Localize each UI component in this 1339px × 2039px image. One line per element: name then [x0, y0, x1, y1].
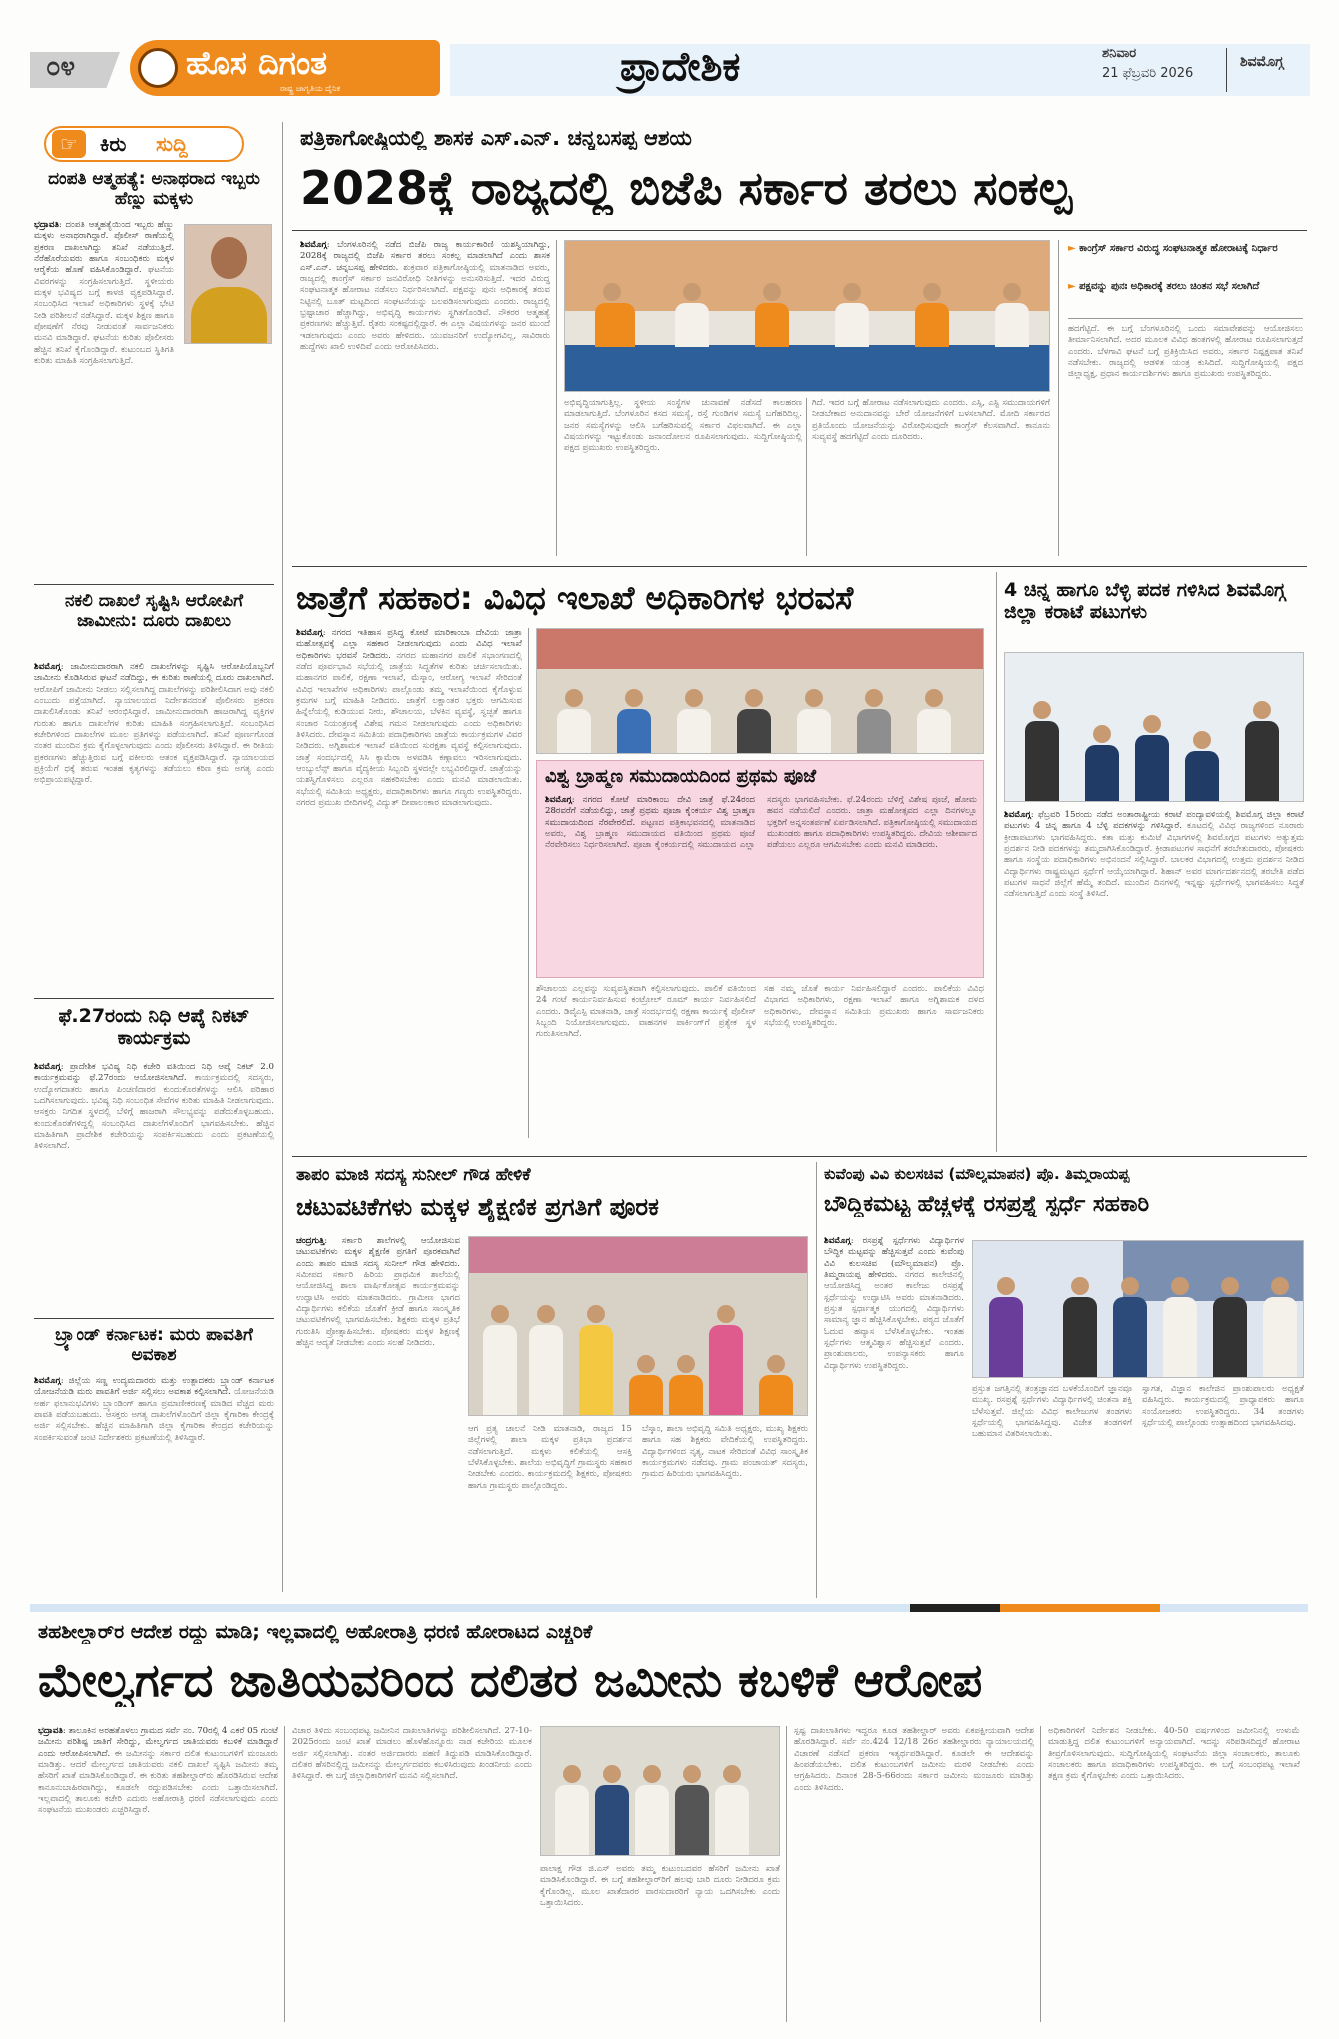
bottom-col-rule-2 [786, 1726, 787, 2022]
jatre-body: ನಗರದ ಇತಿಹಾಸ ಪ್ರಸಿದ್ಧ ಕೋಟೆ ಮಾರಿಕಾಂಬಾ ದೇವಿಯ ಜಾತ್ರಾ ಮಹೋತ್ಸವಕ್ಕೆ ಎಲ್ಲಾ ಸಹಕಾರ ನೀಡಲಾಗುವುದು ಎಂದು ವಿವಿಧ ಇಲಾಖೆ ಅಧಿಕಾರಿಗಳು ಭರವಸೆ ನೀಡಿದರು. [296, 628, 522, 661]
lead-kicker: ಪತ್ರಿಕಾಗೋಷ್ಠಿಯಲ್ಲಿ ಶಾಸಕ ಎಸ್.ಎನ್. ಚನ್ನಬಸಪ್ಪ ಆಶಯ [300, 126, 692, 150]
photo-person [759, 1355, 793, 1415]
brahmana-title: ವಿಶ್ವ ಬ್ರಾಹ್ಮಣ ಸಮುದಾಯದಿಂದ ಪ್ರಥಮ ಪೂಜೆ [545, 767, 817, 787]
lead-bullet-1-text: ಕಾಂಗ್ರೆಸ್ ಸರ್ಕಾರ ವಿರುದ್ಧ ಸಂಘಟನಾತ್ಮಕ ಹೋರಾಟಕ್ಕೆ ನಿರ್ಧಾರ [1079, 243, 1278, 254]
masthead [30, 30, 1310, 112]
band-dark [910, 1604, 1000, 1612]
karate-story [1000, 572, 1308, 1152]
band-orange [1000, 1604, 1160, 1612]
bottom-headline: ಮೇಲ್ವರ್ಗದ ಜಾತಿಯವರಿಂದ ದಲಿತರ ಜಮೀನು ಕಬಳಿಕೆ ಆರೋಪ [38, 1654, 983, 1707]
photo-person [675, 283, 709, 347]
bottom-col-rule-1 [284, 1726, 285, 2022]
photo-person [675, 1765, 709, 1855]
logo [130, 40, 440, 96]
lead-bullet-2-text: ಪಕ್ಷವನ್ನು ಪುನಃ ಅಧಿಕಾರಕ್ಕೆ ತರಲು ಚಿಂತನ ಸಭೆ ಸಲಾಗಿದೆ [1079, 281, 1260, 292]
kiru-suddi-badge [44, 126, 244, 162]
section-title: ಪ್ರಾದೇಶಿಕ [620, 44, 741, 90]
row-rule-2 [292, 1156, 1307, 1157]
bullet-icon: ► [1068, 243, 1080, 254]
brief-3-text: ಪ್ರಾದೇಶಿಕ ಭವಿಷ್ಯ ನಿಧಿ ಕಚೇರಿ ವತಿಯಿಂದ ನಿಧಿ ಆಪ್ಕೆ ನಿಕಟ್ 2.0 ಕಾರ್ಯಕ್ರಮವನ್ನು ಫೆ.27ರಂದು ಆಯೋಜಿಸಲಾಗಿದೆ. [34, 1062, 274, 1084]
brief-1-body: ಭದ್ರಾವತಿ: ದಂಪತಿ ಆತ್ಮಹತ್ಯೆಯಿಂದ ಇಬ್ಬರು ಹೆಣ್ಣು ಮಕ್ಕಳು ಅನಾಥರಾಗಿದ್ದಾರೆ. ಪೊಲೀಸ್ ಠಾಣೆಯಲ್ಲಿ ಪ್ರಕರಣ ದಾಖಲಾಗಿದ್ದು ತನಿಖೆ ನಡೆಯುತ್ತಿದೆ. ನೆರೆಹೊರೆಯವರು ಹಾಗೂ ಸಂಬಂಧಿಕರು ಮಕ್ಕಳ ಆರೈಕೆಯ ಹೊಣೆ ವಹಿಸಿಕೊಂಡಿದ್ದಾರೆ. ಘಟನೆಯ ವಿವರಗಳನ್ನು ಸಂಗ್ರಹಿಸಲಾಗುತ್ತಿದೆ. ಸ್ಥಳೀಯರು ಮಕ್ಕಳ ಭವಿಷ್ಯದ ಬಗ್ಗೆ ಕಾಳಜಿ ವ್ಯಕ್ತಪಡಿಸಿದ್ದಾರೆ. ಸಂಬಂಧಿಸಿದ ಇಲಾಖೆ ಅಧಿಕಾರಿಗಳು ಸ್ಥಳಕ್ಕೆ ಭೇಟಿ ನೀಡಿ ಪರಿಶೀಲನೆ ನಡೆಸಿದ್ದಾರೆ. ಮಕ್ಕಳ ಶಿಕ್ಷಣ ಹಾಗೂ ಪೋಷಣೆಗೆ ನೆರವು ನೀಡುವಂತೆ ಸಾರ್ವಜನಿಕರು ಮನವಿ ಮಾಡಿದ್ದಾರೆ. ಘಟನೆಯ ಕುರಿತು ಪೊಲೀಸರು ಹೆಚ್ಚಿನ ತನಿಖೆ ಕೈಗೊಂಡಿದ್ದಾರೆ. ಕುಟುಂಬದ ಸ್ಥಿತಿಗತಿ ಕುರಿತು ಮಾಹಿತಿ ಸಂಗ್ರಹಿಸಲಾಗುತ್ತಿದೆ. [34, 220, 174, 367]
section-divider-band [30, 1604, 1308, 1612]
brief-3-body: ಶಿವಮೊಗ್ಗ: ಪ್ರಾದೇಶಿಕ ಭವಿಷ್ಯ ನಿಧಿ ಕಚೇರಿ ವತಿಯಿಂದ ನಿಧಿ ಆಪ್ಕೆ ನಿಕಟ್ 2.0 ಕಾರ್ಯಕ್ರಮವನ್ನು ಫೆ.27ರಂದು ಆಯೋಜಿಸಲಾಗಿದೆ. ಕಾರ್ಯಕ್ರಮದಲ್ಲಿ ಸದಸ್ಯರು, ಉದ್ಯೋಗದಾತರು ಹಾಗೂ ಪಿಂಚಣಿದಾರರ ಕುಂದುಕೊರತೆಗಳನ್ನು ಆಲಿಸಿ ಪರಿಹಾರ ಒದಗಿಸಲಾಗುವುದು. ಭವಿಷ್ಯ ನಿಧಿ ಸಂಬಂಧಿತ ಸೇವೆಗಳ ಕುರಿತು ಮಾಹಿತಿ ನೀಡಲಾಗುವುದು. ಆಸಕ್ತರು ನಿಗದಿತ ಸ್ಥಳದಲ್ಲಿ ಬೆಳಿಗ್ಗೆ ಹಾಜರಾಗಿ ಸೌಲಭ್ಯವನ್ನು ಪಡೆದುಕೊಳ್ಳಬಹುದು. ಕುಂದುಕೊರತೆಗಳಿದ್ದಲ್ಲಿ ಸಂಬಂಧಿಸಿದ ದಾಖಲೆಗಳೊಂದಿಗೆ ಭಾಗವಹಿಸಬೇಕು. ಹೆಚ್ಚಿನ ಮಾಹಿತಿಗಾಗಿ ಪ್ರಾದೇಶಿಕ ಕಚೇರಿಯನ್ನು ಸಂಪರ್ಕಿಸಬಹುದು ಎಂದು ಪ್ರಕಟಣೆಯಲ್ಲಿ ತಿಳಿಸಲಾಗಿದೆ. [34, 1062, 274, 1152]
brief-divider-2 [34, 998, 274, 999]
kuvempu-body: ರಸಪ್ರಶ್ನೆ ಸ್ಪರ್ಧೆಗಳು ವಿದ್ಯಾರ್ಥಿಗಳ ಬೌದ್ಧಿಕ ಮಟ್ಟವನ್ನು ಹೆಚ್ಚಿಸುತ್ತವೆ ಎಂದು ಕುವೆಂಪು ವಿವಿ ಕುಲಸಚಿವ (ಮೌಲ್ಯಮಾಪನ) ಪ್ರೊ. ತಿಮ್ಮರಾಯಪ್ಪ ಹೇಳಿದರು. [824, 1236, 964, 1281]
jatre-photo [536, 628, 984, 754]
lead-col-3: ಗಿದೆ. ಇದರ ಬಗ್ಗೆ ಹೋರಾಟ ನಡೆಸಲಾಗುವುದು ಎಂದರು. ಎಸ್ಸಿ, ಎಸ್ಟಿ ಸಮುದಾಯಗಳಿಗೆ ನೀಡಬೇಕಾದ ಅನುದಾನವನ್ನು ಬೇರೆ ಯೋಜನೆಗಳಿಗೆ ಬಳಸಲಾಗಿದೆ. ಮೋದಿ ಸರ್ಕಾರದ ಪ್ರತಿಯೊಂದು ಯೋಜನೆಯನ್ನು ವಿರೋಧಿಸುವುದೇ ಕಾಂಗ್ರೆಸ್ ಕೆಲಸವಾಗಿದೆ. ಕಾನೂನು ಸುವ್ಯವಸ್ಥೆ ಹದಗೆಟ್ಟಿದೆ ಎಂದು ದೂರಿದರು. [812, 398, 1050, 443]
bottom-body: ತಾಲೂಕಿನ ಅರಹತೊಳಲು ಗ್ರಾಮದ ಸರ್ವೆ ನಂ. 70ರಲ್ಲಿ 4 ಎಕರೆ 05 ಗುಂಟೆ ಜಮೀನು ಪರಿಶಿಷ್ಟ ಜಾತಿಗೆ ಸೇರಿದ್ದು, ಮೇಲ್ವರ್ಗದ ಜಾತಿಯವರು ಕಬಳಿಕೆ ಮಾಡಿದ್ದಾರೆ ಎಂದು ಆರೋಪಿಸಲಾಗಿದೆ. [38, 1726, 278, 1759]
brief-2-title: ನಕಲಿ ದಾಖಲೆ ಸೃಷ್ಟಿಸಿ ಆರೋಪಿಗೆ ಜಾಮೀನು: ದೂರು ದಾಖಲು [64, 592, 244, 631]
brahmana-text: ನಗರದ ಕೋಟೆ ಮಾರಿಕಾಂಬ ದೇವಿ ಜಾತ್ರೆ ಫೆ.24ರಂದ 28ರವರೆಗೆ ನಡೆಯಲಿದ್ದು, ಜಾತ್ರೆ ಪ್ರಥಮ ಪೂಜಾ ಕೈಂಕರ್ಯ ವಿಶ್ವ ಬ್ರಾಹ್ಮಣ ಸಮುದಾಯದಿಂದ ನೆರವೇರಲಿದೆ. [545, 795, 755, 828]
brahmana-dateline: ಶಿವಮೊಗ್ಗ [545, 795, 572, 805]
tapam-dateline: ಚಂದ್ರಗುತ್ತಿ [296, 1236, 325, 1246]
photo-person [529, 1305, 563, 1415]
portrait-shoulders [191, 287, 267, 344]
photo-person [755, 283, 789, 347]
photo-banner [537, 629, 984, 669]
brief-2-text: ಜಾಮೀನುದಾರರಾಗಿ ನಕಲಿ ದಾಖಲೆಗಳನ್ನು ಸೃಷ್ಟಿಸಿ ಆರೋಪಿಯೊಬ್ಬನಿಗೆ ಜಾಮೀನು ಕೊಡಿಸಿರುವ ಘಟನೆ ನಡೆದಿದ್ದು, ಈ ಕುರಿತು ಠಾಣೆಯಲ್ಲಿ ದೂರು ದಾಖಲಾಗಿದೆ. [34, 662, 274, 684]
page-number: ೦೪ [46, 52, 76, 82]
jatre-headline: ಜಾತ್ರೆಗೆ ಸಹಕಾರ: ವಿವಿಧ ಇಲಾಖೆ ಅಧಿಕಾರಿಗಳ ಭರವಸೆ [296, 580, 854, 617]
tapam-col-3: ಬೆಸ್ಕಾಂ, ಶಾಲಾ ಅಭಿವೃದ್ಧಿ ಸಮಿತಿ ಅಧ್ಯಕ್ಷರು, ಮುಖ್ಯ ಶಿಕ್ಷಕರು ಹಾಗೂ ಸಹ ಶಿಕ್ಷಕರು ವೇದಿಕೆಯಲ್ಲಿ ಉಪಸ್ಥಿತರಿದ್ದರು. ವಿದ್ಯಾರ್ಥಿಗಳಿಂದ ನೃತ್ಯ, ನಾಟಕ ಸೇರಿದಂತೆ ವಿವಿಧ ಸಾಂಸ್ಕೃತಿಕ ಕಾರ್ಯಕ್ರಮಗಳು ನಡೆದವು. ಗ್ರಾಮ ಪಂಚಾಯತ್ ಸದಸ್ಯರು, ಗ್ರಾಮದ ಹಿರಿಯರು ಭಾಗವಹಿಸಿದ್ದರು. [642, 1424, 808, 1480]
brahmana-box [536, 760, 984, 978]
brief-divider-3 [34, 1318, 274, 1319]
band-blue-left [30, 1604, 910, 1612]
karate-text: ಫೆಬ್ರವರಿ 15ರಂದು ನಡೆದ ಅಂತಾರಾಷ್ಟ್ರೀಯ ಕರಾಟೆ ಪಂದ್ಯಾವಳಿಯಲ್ಲಿ ಶಿವಮೊಗ್ಗ ಜಿಲ್ಲಾ ಕರಾಟೆ ಪಟುಗಳು 4 ಚಿನ್ನ ಹಾಗೂ 4 ಬೆಳ್ಳಿ ಪದಕಗಳನ್ನು ಗಳಿಸಿದ್ದಾರೆ. [1004, 810, 1304, 832]
tapam-kuvempu-rule [816, 1162, 817, 1598]
kuvempu-kicker: ಕುವೆಂಪು ವಿವಿ ಕುಲಸಚಿವ (ಮೌಲ್ಯಮಾಪನ) ಪ್ರೊ. ತಿಮ್ಮರಾಯಪ್ಪ [824, 1166, 1130, 1183]
photo-person [857, 689, 891, 753]
photo-person [1085, 725, 1119, 801]
photo-person [1263, 1277, 1297, 1377]
photo-person [709, 1305, 743, 1415]
photo-person [557, 689, 591, 753]
tapam-kicker: ತಾಪಂ ಮಾಜಿ ಸದಸ್ಯ ಸುನೀಲ್ ಗೌಡ ಹೇಳಿಕೆ [296, 1166, 531, 1185]
brief-3-title: ಫೆ.27ರಂದು ನಿಧಿ ಆಪ್ಕೆ ನಿಕಟ್ ಕಾರ್ಯಕ್ರಮ [58, 1006, 250, 1049]
logo-tagline: ರಾಷ್ಟ್ರ ಜಾಗೃತಿಯ ದೈನಿಕ [280, 84, 341, 93]
bottom-col-5: ಅಧಿಕಾರಿಗಳಿಗೆ ನಿರ್ದೇಶನ ನೀಡಬೇಕು. 40-50 ವರ್ಷಗಳಿಂದ ಜಮೀನಿನಲ್ಲಿ ಉಳುಮೆ ಮಾಡುತ್ತಿದ್ದ ದಲಿತ ಕುಟುಂಬಗಳಿಗೆ ಅನ್ಯಾಯವಾಗಿದೆ. ಇದನ್ನು ಸರಿಪಡಿಸದಿದ್ದರೆ ಹೋರಾಟ ತೀವ್ರಗೊಳಿಸಲಾಗುವುದು. ಸುದ್ದಿಗೋಷ್ಠಿಯಲ್ಲಿ ಸಂಘಟನೆಯ ಜಿಲ್ಲಾ ಸಂಚಾಲಕರು, ತಾಲೂಕು ಸಂಚಾಲಕರು ಹಾಗೂ ಪದಾಧಿಕಾರಿಗಳು ಉಪಸ್ಥಿತರಿದ್ದರು. ಈ ಬಗ್ಗೆ ಸಂಬಂಧಪಟ್ಟ ಇಲಾಖೆ ತಕ್ಷಣ ಕ್ರಮ ಕೈಗೊಳ್ಳಬೇಕು ಎಂದು ಒತ್ತಾಯಿಸಿದರು. [1048, 1726, 1300, 1782]
brief-1-dateline: ಭದ್ರಾವತಿ [34, 220, 59, 230]
photo-person [555, 1765, 589, 1855]
logo-text: ಹೊಸ ದಿಗಂತ [186, 44, 328, 82]
tapam-col-2: ಆಗ ಪ್ರತ್ಯ ಚಾಲನೆ ನೀಡಿ ಮಾತನಾಡಿ, ರಾಜ್ಯದ 15 ಜಿಲ್ಲೆಗಳಲ್ಲಿ ಶಾಲಾ ಮಕ್ಕಳ ಪ್ರತಿಭಾ ಪ್ರದರ್ಶನ ನಡೆಸಲಾಗುತ್ತಿದೆ. ಮಕ್ಕಳು ಕಲಿಕೆಯಲ್ಲಿ ಆಸಕ್ತಿ ಬೆಳೆಸಿಕೊಳ್ಳಬೇಕು. ಶಾಲೆಯ ಅಭಿವೃದ್ಧಿಗೆ ಗ್ರಾಮಸ್ಥರು ಸಹಕಾರ ನೀಡಬೇಕು ಎಂದರು. ಕಾರ್ಯಕ್ರಮದಲ್ಲಿ ಶಿಕ್ಷಕರು, ಪೋಷಕರು ಹಾಗೂ ಗ್ರಾಮಸ್ಥರು ಪಾಲ್ಗೊಂಡಿದ್ದರು. [468, 1424, 632, 1491]
karate-body: ಶಿವಮೊಗ್ಗ: ಫೆಬ್ರವರಿ 15ರಂದು ನಡೆದ ಅಂತಾರಾಷ್ಟ್ರೀಯ ಕರಾಟೆ ಪಂದ್ಯಾವಳಿಯಲ್ಲಿ ಶಿವಮೊಗ್ಗ ಜಿಲ್ಲಾ ಕರಾಟೆ ಪಟುಗಳು 4 ಚಿನ್ನ ಹಾಗೂ 4 ಬೆಳ್ಳಿ ಪದಕಗಳನ್ನು ಗಳಿಸಿದ್ದಾರೆ. ಕೂಟದಲ್ಲಿ ವಿವಿಧ ರಾಜ್ಯಗಳಿಂದ ನೂರಾರು ಕ್ರೀಡಾಪಟುಗಳು ಭಾಗವಹಿಸಿದ್ದರು. ಕತಾ ಮತ್ತು ಕುಮಿಟೆ ವಿಭಾಗಗಳಲ್ಲಿ ಶಿವಮೊಗ್ಗದ ಪಟುಗಳು ಅತ್ಯುತ್ತಮ ಪ್ರದರ್ಶನ ನೀಡಿ ಪದಕಗಳನ್ನು ತಮ್ಮದಾಗಿಸಿಕೊಂಡಿದ್ದಾರೆ. ಕ್ರೀಡಾಪಟುಗಳ ಸಾಧನೆಗೆ ತರಬೇತುದಾರರು, ಪೋಷಕರು ಹಾಗೂ ಸಂಸ್ಥೆಯ ಪದಾಧಿಕಾರಿಗಳು ಅಭಿನಂದನೆ ಸಲ್ಲಿಸಿದ್ದಾರೆ. ಬಾಲಕರ ವಿಭಾಗದಲ್ಲಿ ಉತ್ತಮ ಪ್ರದರ್ಶನ ನೀಡಿದ ವಿದ್ಯಾರ್ಥಿಗಳು ರಾಷ್ಟ್ರಮಟ್ಟದ ಸ್ಪರ್ಧೆಗೆ ಆಯ್ಕೆಯಾಗಿದ್ದಾರೆ. ಶಿಹಾನ್ ಅವರ ಮಾರ್ಗದರ್ಶನದಲ್ಲಿ ತರಬೇತಿ ಪಡೆದ ಪಟುಗಳ ಸಾಧನೆ ಜಿಲ್ಲೆಗೆ ಹೆಮ್ಮೆ ತಂದಿದೆ. ಮುಂದಿನ ದಿನಗಳಲ್ಲಿ ಇನ್ನಷ್ಟು ಸ್ಪರ್ಧೆಗಳಲ್ಲಿ ಭಾಗವಹಿಸಲು ಸಿದ್ಧತೆ ನಡೆಸಲಾಗುತ್ತಿದೆ ಎಂದು ಸಂಸ್ಥೆ ತಿಳಿಸಿದೆ. [1004, 810, 1304, 900]
lead-col-rule-1 [556, 240, 557, 556]
jatre-karate-rule [996, 572, 997, 1152]
issue-day: ಶನಿವಾರ [1102, 46, 1137, 61]
kuvempu-col-3: ಸ್ವಾಗತ, ವಿಜ್ಞಾನ ಕಾಲೇಜಿನ ಪ್ರಾಂಶುಪಾಲರು ಅಧ್ಯಕ್ಷತೆ ವಹಿಸಿದ್ದರು. ಕಾರ್ಯಕ್ರಮದಲ್ಲಿ ಪ್ರಾಧ್ಯಾಪಕರು ಹಾಗೂ ಸಂಯೋಜಕರು ಉಪಸ್ಥಿತರಿದ್ದರು. 34 ತಂಡಗಳು ಸ್ಪರ್ಧೆಯಲ್ಲಿ ಪಾಲ್ಗೊಂಡು ಉತ್ಸಾಹದಿಂದ ಭಾಗವಹಿಸಿದವು. [1142, 1384, 1304, 1429]
tapam-story [292, 1162, 812, 1598]
lead-col-rule-3 [1058, 240, 1059, 556]
karate-dateline: ಶಿವಮೊಗ್ಗ [1004, 810, 1031, 820]
lead-story [292, 122, 1307, 562]
bottom-col-4: ಸ್ಪಷ್ಟ ದಾಖಲಾತಿಗಳು ಇದ್ದರೂ ಕೂಡ ತಹಶೀಲ್ದಾರ್ ಅವರು ಏಕಪಕ್ಷೀಯವಾಗಿ ಆದೇಶ ಹೊರಡಿಸಿದ್ದಾರೆ. ಸರ್ವೆ ನಂ.424 12/18 26ರ ತಹಶೀಲ್ದಾರರು ನ್ಯಾಯಾಲಯದಲ್ಲಿ ವಿಚಾರಣೆ ನಡೆಸದೆ ಪ್ರಕರಣ ಇತ್ಯರ್ಥಪಡಿಸಿದ್ದಾರೆ. ಕೂಡಲೇ ಈ ಆದೇಶವನ್ನು ಹಿಂಪಡೆಯಬೇಕು. ದಲಿತ ಕುಟುಂಬಗಳಿಗೆ ಜಮೀನು ಮರಳಿ ನೀಡಬೇಕು ಎಂದು ಆಗ್ರಹಿಸಿದರು. ದಿನಾಂಕ 28-5-66ರಂದು ಸರ್ಕಾರ ಜಮೀನು ಮಂಜೂರು ಮಾಡಿತ್ತು ಎಂದು ತಿಳಿಸಿದರು. [794, 1726, 1034, 1793]
lead-bullet-1 [1068, 242, 1303, 255]
photo-person [595, 1765, 629, 1855]
photo-person [995, 283, 1029, 347]
lead-body: ಬೆಂಗಳೂರಿನಲ್ಲಿ ನಡೆದ ಬಿಜೆಪಿ ರಾಜ್ಯ ಕಾರ್ಯಕಾರಿಣಿ ಯಶಸ್ವಿಯಾಗಿದ್ದು, 2028ಕ್ಕೆ ರಾಜ್ಯದಲ್ಲಿ ಬಿಜೆಪಿ ಸರ್ಕಾರ ತರಲು ಸಂಕಲ್ಪ ಮಾಡಲಾಗಿದೆ ಎಂದು ಶಾಸಕ ಎಸ್.ಎನ್. ಚನ್ನಬಸಪ್ಪ ಹೇಳಿದರು. [300, 240, 550, 273]
brief-3-dateline: ಶಿವಮೊಗ್ಗ [34, 1062, 61, 1072]
jatre-story [292, 572, 992, 1152]
bottom-col-1: ಭದ್ರಾವತಿ: ತಾಲೂಕಿನ ಅರಹತೊಳಲು ಗ್ರಾಮದ ಸರ್ವೆ ನಂ. 70ರಲ್ಲಿ 4 ಎಕರೆ 05 ಗುಂಟೆ ಜಮೀನು ಪರಿಶಿಷ್ಟ ಜಾತಿಗೆ ಸೇರಿದ್ದು, ಮೇಲ್ವರ್ಗದ ಜಾತಿಯವರು ಕಬಳಿಕೆ ಮಾಡಿದ್ದಾರೆ ಎಂದು ಆರೋಪಿಸಲಾಗಿದೆ. ಈ ಜಮೀನನ್ನು ಸರ್ಕಾರ ದಲಿತ ಕುಟುಂಬಗಳಿಗೆ ಮಂಜೂರು ಮಾಡಿತ್ತು. ಆದರೆ ಮೇಲ್ವರ್ಗದ ಜಾತಿಯವರು ನಕಲಿ ದಾಖಲೆ ಸೃಷ್ಟಿಸಿ ಜಮೀನು ತಮ್ಮ ಹೆಸರಿಗೆ ಖಾತೆ ಮಾಡಿಸಿಕೊಂಡಿದ್ದಾರೆ. ಈ ಕುರಿತು ತಹಶೀಲ್ದಾರ್‌ರು ಹೊರಡಿಸಿರುವ ಆದೇಶ ಕಾನೂನುಬಾಹಿರವಾಗಿದ್ದು, ಕೂಡಲೇ ರದ್ದುಪಡಿಸಬೇಕು ಎಂದು ಒತ್ತಾಯಿಸಲಾಗಿದೆ. ಇಲ್ಲವಾದಲ್ಲಿ ತಾಲೂಕು ಕಚೇರಿ ಎದುರು ಅಹೋರಾತ್ರಿ ಧರಣಿ ನಡೆಸಲಾಗುವುದು ಎಂದು ಸಂಘಟನೆಯ ಮುಖಂಡರು ಎಚ್ಚರಿಸಿದ್ದಾರೆ. [38, 1726, 278, 1816]
photo-person [1185, 731, 1219, 801]
photo-person [1163, 1277, 1197, 1377]
photo-person [677, 689, 711, 753]
photo-person [1063, 1277, 1097, 1377]
kiru-suddi-column [34, 122, 274, 1592]
jatre-col-1: ಶಿವಮೊಗ್ಗ: ನಗರದ ಇತಿಹಾಸ ಪ್ರಸಿದ್ಧ ಕೋಟೆ ಮಾರಿಕಾಂಬಾ ದೇವಿಯ ಜಾತ್ರಾ ಮಹೋತ್ಸವಕ್ಕೆ ಎಲ್ಲಾ ಸಹಕಾರ ನೀಡಲಾಗುವುದು ಎಂದು ವಿವಿಧ ಇಲಾಖೆ ಅಧಿಕಾರಿಗಳು ಭರವಸೆ ನೀಡಿದರು. ನಗರದ ಮಹಾನಗರ ಪಾಲಿಕೆ ಸಭಾಂಗಣದಲ್ಲಿ ನಡೆದ ಪೂರ್ವಭಾವಿ ಸಭೆಯಲ್ಲಿ ಜಾತ್ರೆಯ ಸಿದ್ಧತೆಗಳ ಕುರಿತು ಚರ್ಚಿಸಲಾಯಿತು. ಮಹಾನಗರ ಪಾಲಿಕೆ, ರಕ್ಷಣಾ ಇಲಾಖೆ, ಮೆಸ್ಕಾಂ, ಆರೋಗ್ಯ ಇಲಾಖೆ ಸೇರಿದಂತೆ ವಿವಿಧ ಇಲಾಖೆಗಳ ಅಧಿಕಾರಿಗಳು ಪಾಲ್ಗೊಂಡು ತಮ್ಮ ಇಲಾಖೆಯಿಂದ ಕೈಗೊಳ್ಳುವ ಕ್ರಮಗಳ ಬಗ್ಗೆ ಮಾಹಿತಿ ನೀಡಿದರು. ಜಾತ್ರೆಗೆ ಲಕ್ಷಾಂತರ ಭಕ್ತರು ಆಗಮಿಸುವ ಹಿನ್ನೆಲೆಯಲ್ಲಿ ಕುಡಿಯುವ ನೀರು, ಶೌಚಾಲಯ, ಬೆಳಕಿನ ವ್ಯವಸ್ಥೆ, ಸ್ವಚ್ಛತೆ ಹಾಗೂ ಸಂಚಾರ ನಿಯಂತ್ರಣಕ್ಕೆ ವಿಶೇಷ ಗಮನ ನೀಡಲಾಗುವುದು ಎಂದು ಅಧಿಕಾರಿಗಳು ತಿಳಿಸಿದರು. ದೇವಸ್ಥಾನ ಸಮಿತಿಯ ಪದಾಧಿಕಾರಿಗಳು ಜಾತ್ರೆಯ ಕಾರ್ಯಕ್ರಮಗಳ ವಿವರ ನೀಡಿದರು. ಅಗ್ನಿಶಾಮಕ ಇಲಾಖೆ ವತಿಯಿಂದ ಸುರಕ್ಷತಾ ವ್ಯವಸ್ಥೆ ಕಲ್ಪಿಸಲಾಗುವುದು. ಜಾತ್ರೆ ಸಂದರ್ಭದಲ್ಲಿ ಸಿಸಿ ಕ್ಯಾಮೆರಾ ಅಳವಡಿಸಿ ಕಣ್ಗಾವಲು ಇರಿಸಲಾಗುವುದು. ಆಂಬ್ಯುಲೆನ್ಸ್ ಹಾಗೂ ವೈದ್ಯಕೀಯ ಸಿಬ್ಬಂದಿ ಸ್ಥಳದಲ್ಲೇ ಲಭ್ಯವಿರಲಿದ್ದಾರೆ. ಜಾತ್ರೆಯನ್ನು ಯಶಸ್ವಿಗೊಳಿಸಲು ಎಲ್ಲರೂ ಸಹಕರಿಸಬೇಕು ಎಂದು ಮನವಿ ಮಾಡಲಾಯಿತು. ಸಭೆಯಲ್ಲಿ ಸಮಿತಿಯ ಅಧ್ಯಕ್ಷರು, ಪದಾಧಿಕಾರಿಗಳು ಹಾಗೂ ಗಣ್ಯರು ಉಪಸ್ಥಿತರಿದ್ದರು. ನಗರದ ಪ್ರಮುಖ ಬೀದಿಗಳಲ್ಲಿ ವಿದ್ಯುತ್ ದೀಪಾಲಂಕಾರ ಮಾಡಲಾಗುವುದು. [296, 628, 522, 809]
brief-2-body: ಶಿವಮೊಗ್ಗ: ಜಾಮೀನುದಾರರಾಗಿ ನಕಲಿ ದಾಖಲೆಗಳನ್ನು ಸೃಷ್ಟಿಸಿ ಆರೋಪಿಯೊಬ್ಬನಿಗೆ ಜಾಮೀನು ಕೊಡಿಸಿರುವ ಘಟನೆ ನಡೆದಿದ್ದು, ಈ ಕುರಿತು ಠಾಣೆಯಲ್ಲಿ ದೂರು ದಾಖಲಾಗಿದೆ. ಆರೋಪಿಗೆ ಜಾಮೀನು ನೀಡಲು ಸಲ್ಲಿಸಲಾಗಿದ್ದ ದಾಖಲೆಗಳನ್ನು ಪರಿಶೀಲಿಸಿದಾಗ ಅವು ನಕಲಿ ಎಂಬುದು ಪತ್ತೆಯಾಗಿದೆ. ನ್ಯಾಯಾಲಯದ ನಿರ್ದೇಶನದಂತೆ ಪೊಲೀಸರು ಪ್ರಕರಣ ದಾಖಲಿಸಿಕೊಂಡು ತನಿಖೆ ಆರಂಭಿಸಿದ್ದಾರೆ. ಜಾಮೀನುದಾರರಾಗಿ ಹಾಜರಾಗಿದ್ದ ವ್ಯಕ್ತಿಗಳ ಗುರುತು ಹಾಗೂ ದಾಖಲೆಗಳ ಕುರಿತು ಮಾಹಿತಿ ಸಂಗ್ರಹಿಸಲಾಗುತ್ತಿದೆ. ಸಂಬಂಧಿಸಿದ ಕಚೇರಿಗಳಿಂದ ದಾಖಲೆಗಳ ಮೂಲ ಪ್ರತಿಗಳನ್ನು ಪಡೆಯಲಾಗಿದೆ. ತನಿಖೆ ಪೂರ್ಣಗೊಂಡ ನಂತರ ಮುಂದಿನ ಕ್ರಮ ಕೈಗೊಳ್ಳಲಾಗುವುದು ಎಂದು ಪೊಲೀಸರು ತಿಳಿಸಿದ್ದಾರೆ. ಈ ರೀತಿಯ ಪ್ರಕರಣಗಳು ಹೆಚ್ಚುತ್ತಿರುವ ಬಗ್ಗೆ ವಕೀಲರು ಆತಂಕ ವ್ಯಕ್ತಪಡಿಸಿದ್ದಾರೆ. ನ್ಯಾಯಾಲಯದ ಪ್ರಕ್ರಿಯೆಗೆ ಧಕ್ಕೆ ತರುವ ಇಂತಹ ಕೃತ್ಯಗಳನ್ನು ತಡೆಯಲು ಕಠಿಣ ಕ್ರಮ ಅಗತ್ಯ ಎಂದು ಅಭಿಪ್ರಾಯಪಟ್ಟಿದ್ದಾರೆ. [34, 662, 274, 786]
bottom-dateline: ಭದ್ರಾವತಿ [38, 1726, 63, 1736]
photo-person [669, 1355, 703, 1415]
bullet-icon: ► [1068, 281, 1080, 292]
kuvempu-story [820, 1162, 1308, 1598]
brief-4-title: ಬ್ರ್ಯಾಂಡ್ ಕರ್ನಾಟಕ: ಮರು ಪಾವತಿಗೆ ಅವಕಾಶ [55, 1326, 253, 1365]
tapam-headline: ಚಟುವಟಿಕೆಗಳು ಮಕ್ಕಳ ಶೈಕ್ಷಣಿಕ ಪ್ರಗತಿಗೆ ಪೂರಕ [296, 1194, 659, 1221]
lead-col-2: ಅಭಿವೃದ್ಧಿಯಾಗುತ್ತಿಲ್ಲ. ಸ್ಥಳೀಯ ಸಂಸ್ಥೆಗಳ ಚುನಾವಣೆ ನಡೆಸದೆ ಕಾಲಹರಣ ಮಾಡಲಾಗುತ್ತಿದೆ. ಬೆಂಗಳೂರಿನ ಕಸದ ಸಮಸ್ಯೆ, ರಸ್ತೆ ಗುಂಡಿಗಳ ಸಮಸ್ಯೆ ಬಗೆಹರಿದಿಲ್ಲ. ಜನರ ಸಮಸ್ಯೆಗಳನ್ನು ಆಲಿಸಿ ಬಗೆಹರಿಸುವಲ್ಲಿ ಸರ್ಕಾರ ವಿಫಲವಾಗಿದೆ. ಈ ಎಲ್ಲಾ ವಿಷಯಗಳನ್ನು ಇಟ್ಟುಕೊಂಡು ಜನಾಂದೋಲನ ರೂಪಿಸಲಾಗುವುದು. ಸುದ್ದಿಗೋಷ್ಠಿಯಲ್ಲಿ ಪಕ್ಷದ ಪ್ರಮುಖರು ಉಪಸ್ಥಿತರಿದ್ದರು. [564, 398, 802, 454]
hand-pointer-icon: ☞ [52, 130, 86, 158]
photo-person [1025, 701, 1059, 801]
lead-col-1: ಶಿವಮೊಗ್ಗ: ಬೆಂಗಳೂರಿನಲ್ಲಿ ನಡೆದ ಬಿಜೆಪಿ ರಾಜ್ಯ ಕಾರ್ಯಕಾರಿಣಿ ಯಶಸ್ವಿಯಾಗಿದ್ದು, 2028ಕ್ಕೆ ರಾಜ್ಯದಲ್ಲಿ ಬಿಜೆಪಿ ಸರ್ಕಾರ ತರಲು ಸಂಕಲ್ಪ ಮಾಡಲಾಗಿದೆ ಎಂದು ಶಾಸಕ ಎಸ್.ಎನ್. ಚನ್ನಬಸಪ್ಪ ಹೇಳಿದರು. ಶುಕ್ರವಾರ ಪತ್ರಿಕಾಗೋಷ್ಠಿಯಲ್ಲಿ ಮಾತನಾಡಿದ ಅವರು, ರಾಜ್ಯದಲ್ಲಿ ಕಾಂಗ್ರೆಸ್ ಸರ್ಕಾರ ಜನವಿರೋಧಿ ನೀತಿಗಳನ್ನು ಅನುಸರಿಸುತ್ತಿದೆ. ಇದರ ವಿರುದ್ಧ ಸಂಘಟನಾತ್ಮಕ ಹೋರಾಟ ನಡೆಸಲು ನಿರ್ಧರಿಸಲಾಗಿದೆ. ಪಕ್ಷವನ್ನು ಪುನಃ ಅಧಿಕಾರಕ್ಕೆ ತರುವ ನಿಟ್ಟಿನಲ್ಲಿ ಬೂತ್ ಮಟ್ಟದಿಂದ ಸಂಘಟನೆಯನ್ನು ಬಲಪಡಿಸಲಾಗುವುದು ಎಂದರು. ರಾಜ್ಯದಲ್ಲಿ ಭ್ರಷ್ಟಾಚಾರ ಹೆಚ್ಚಾಗಿದ್ದು, ಅಭಿವೃದ್ಧಿ ಕಾರ್ಯಗಳು ಸ್ಥಗಿತಗೊಂಡಿವೆ. ನೌಕರರ ಆತ್ಮಹತ್ಯೆ ಪ್ರಕರಣಗಳು ಹೆಚ್ಚುತ್ತಿವೆ. ರೈತರು ಸಂಕಷ್ಟದಲ್ಲಿದ್ದಾರೆ. ಈ ಎಲ್ಲಾ ವಿಷಯಗಳನ್ನು ಜನರ ಮುಂದೆ ಇಡಲಾಗುವುದು ಎಂದು ಅವರು ಹೇಳಿದರು. ಯುವಜನರಿಗೆ ಉದ್ಯೋಗವಿಲ್ಲ, ಸಾವಿರಾರು ಹುದ್ದೆಗಳು ಖಾಲಿ ಉಳಿದಿವೆ ಎಂದು ಆರೋಪಿಸಿದರು. [300, 240, 550, 353]
bottom-photo [540, 1726, 780, 1856]
photo-person [715, 1765, 749, 1855]
left-column-rule [282, 122, 283, 1592]
bottom-story [30, 1618, 1308, 2028]
photo-person [1135, 715, 1169, 801]
suddi-label: ಸುದ್ದಿ [156, 132, 188, 156]
jatre-col-3: ಸಹ ನಮ್ಮ ಜೊತೆ ಕಾರ್ಯ ನಿರ್ವಹಿಸಲಿದ್ದಾರೆ ಎಂದರು. ಪಾಲಿಕೆಯ ವಿವಿಧ ವಿಭಾಗದ ಅಧಿಕಾರಿಗಳು, ರಕ್ಷಣಾ ಇಲಾಖೆ ಹಾಗೂ ಅಗ್ನಿಶಾಮಕ ದಳದ ಅಧಿಕಾರಿಗಳು, ದೇವಸ್ಥಾನ ಸಮಿತಿಯ ಪ್ರಮುಖರು ಹಾಗೂ ಸಾರ್ವಜನಿಕರು ಸಭೆಯಲ್ಲಿ ಉಪಸ್ಥಿತರಿದ್ದರು. [764, 984, 984, 1029]
photo-person [1245, 701, 1279, 801]
lead-headline: 2028ಕ್ಕೆ ರಾಜ್ಯದಲ್ಲಿ ಬಿಜೆಪಿ ಸರ್ಕಾರ ತರಲು ಸಂಕಲ್ಪ [300, 162, 1073, 215]
portrait-head [211, 237, 247, 279]
logo-emblem-icon [138, 48, 178, 88]
photo-backdrop [565, 241, 1050, 311]
row-rule-1 [292, 566, 1307, 567]
masthead-divider [1226, 48, 1227, 92]
photo-person [579, 1305, 613, 1415]
jatre-dateline: ಶಿವಮೊಗ್ಗ [296, 628, 323, 638]
lead-bullets-rule [1068, 318, 1303, 319]
photo-person [635, 1765, 669, 1855]
bottom-col-rule-3 [1040, 1726, 1041, 2022]
brief-4-text: ಜಿಲ್ಲೆಯ ಸಣ್ಣ ಉದ್ಯಮದಾರರು ಮತ್ತು ಉತ್ಪಾದಕರು ಬ್ರ್ಯಾಂಡ್ ಕರ್ನಾಟಕ ಯೋಜನೆಯಡಿ ಮರು ಪಾವತಿಗೆ ಅರ್ಜಿ ಸಲ್ಲಿಸಲು ಅವಕಾಶ ಕಲ್ಪಿಸಲಾಗಿದೆ. [34, 1376, 274, 1398]
kuvempu-photo [972, 1240, 1304, 1378]
brief-1-text: ದಂಪತಿ ಆತ್ಮಹತ್ಯೆಯಿಂದ ಇಬ್ಬರು ಹೆಣ್ಣು ಮಕ್ಕಳು ಅನಾಥರಾಗಿದ್ದಾರೆ. ಪೊಲೀಸ್ ಠಾಣೆಯಲ್ಲಿ ಪ್ರಕರಣ ದಾಖಲಾಗಿದ್ದು ತನಿಖೆ ನಡೆಯುತ್ತಿದೆ. ನೆರೆಹೊರೆಯವರು ಹಾಗೂ ಸಂಬಂಧಿಕರು ಮಕ್ಕಳ ಆರೈಕೆಯ ಹೊಣೆ ವಹಿಸಿಕೊಂಡಿದ್ದಾರೆ. [34, 220, 174, 276]
bottom-col-2: ವಿಚಾರ ತಿಳಿದು ಸಂಬಂಧಪಟ್ಟ ಜಮೀನಿನ ದಾಖಲಾತಿಗಳನ್ನು ಪರಿಶೀಲಿಸಲಾಗಿದೆ. 27-10-2025ರಂದು ಜಂಟಿ ಖಾತೆ ಮಾಡಲು ಹೊಳೆಹೊನ್ನೂರು ನಾಡ ಕಚೇರಿಯ ಮೂಲಕ ಅರ್ಜಿ ಸಲ್ಲಿಸಲಾಗಿತ್ತು. ನಂತರ ಅರ್ಜಿದಾರರು ಪಹಣಿ ತಿದ್ದುಪಡಿ ಮಾಡಿಸಿಕೊಂಡಿದ್ದಾರೆ. ದಲಿತರ ಹೆಸರಿನಲ್ಲಿದ್ದ ಜಮೀನನ್ನು ಮೇಲ್ವರ್ಗದವರು ಕಬಳಿಸಿರುವುದು ಖಂಡನೀಯ ಎಂದು ತಿಳಿಸಿದ್ದಾರೆ. ಈ ಬಗ್ಗೆ ಜಿಲ್ಲಾಧಿಕಾರಿಗಳಿಗೆ ಮನವಿ ಸಲ್ಲಿಸಲಾಗಿದೆ. [292, 1726, 532, 1782]
photo-person [835, 283, 869, 347]
edition-city: ಶಿವಮೊಗ್ಗ [1240, 54, 1284, 70]
photo-person [1213, 1277, 1247, 1377]
kuvempu-col-2: ಪ್ರಸ್ತುತ ಜಗತ್ತಿನಲ್ಲಿ ತಂತ್ರಜ್ಞಾನದ ಬಳಕೆಯೊಂದಿಗೆ ಜ್ಞಾನವೂ ಮುಖ್ಯ. ರಸಪ್ರಶ್ನೆ ಸ್ಪರ್ಧೆಗಳು ವಿದ್ಯಾರ್ಥಿಗಳಲ್ಲಿ ಚಿಂತನಾ ಶಕ್ತಿ ಬೆಳೆಸುತ್ತವೆ. ಜಿಲ್ಲೆಯ ವಿವಿಧ ಕಾಲೇಜುಗಳ ತಂಡಗಳು ಸ್ಪರ್ಧೆಯಲ್ಲಿ ಭಾಗವಹಿಸಿದ್ದವು. ವಿಜೇತ ತಂಡಗಳಿಗೆ ಬಹುಮಾನ ವಿತರಿಸಲಾಯಿತು. [972, 1384, 1132, 1440]
lead-col-rule-2 [806, 398, 807, 556]
bottom-col-3: ಪಾಲಾಕ್ಷ ಗೌಡ ಜಿ.ಎಸ್ ಅವರು ತಮ್ಮ ಕುಟುಂಬದವರ ಹೆಸರಿಗೆ ಜಮೀನು ಖಾತೆ ಮಾಡಿಸಿಕೊಂಡಿದ್ದಾರೆ. ಈ ಬಗ್ಗೆ ತಹಶೀಲ್ದಾರ್‌ರಿಗೆ ಹಲವು ಬಾರಿ ದೂರು ನೀಡಿದರೂ ಕ್ರಮ ಕೈಗೊಂಡಿಲ್ಲ. ಮೂಲ ಖಾತೆದಾರರ ವಾರಸುದಾರರಿಗೆ ನ್ಯಾಯ ಒದಗಿಸಬೇಕು ಎಂದು ಒತ್ತಾಯಿಸಿದರು. [540, 1864, 780, 1909]
kiru-label: ಕಿರು [100, 132, 127, 156]
tapam-body: ಸರ್ಕಾರಿ ಶಾಲೆಗಳಲ್ಲಿ ಆಯೋಜಿಸುವ ಚಟುವಟಿಕೆಗಳು ಮಕ್ಕಳ ಶೈಕ್ಷಣಿಕ ಪ್ರಗತಿಗೆ ಪೂರಕವಾಗಿವೆ ಎಂದು ತಾಪಂ ಮಾಜಿ ಸದಸ್ಯ ಸುನೀಲ್ ಗೌಡ ಹೇಳಿದರು. [296, 1236, 460, 1269]
lead-bullet-2 [1068, 280, 1303, 293]
band-blue-right [1160, 1604, 1308, 1612]
photo-person [737, 689, 771, 753]
photo-person [797, 689, 831, 753]
karate-photo [1004, 652, 1304, 802]
photo-person [595, 283, 629, 347]
lead-photo [564, 240, 1050, 392]
photo-person [483, 1305, 517, 1415]
kuvempu-headline: ಬೌದ್ಧಿಕಮಟ್ಟ ಹೆಚ್ಚಳಕ್ಕೆ ರಸಪ್ರಶ್ನೆ ಸ್ಪರ್ಧೆ ಸಹಕಾರಿ [824, 1192, 1150, 1217]
brief-1-photo [184, 224, 272, 344]
photo-person [617, 689, 651, 753]
lead-headline-rule [292, 230, 1307, 231]
photo-person [989, 1277, 1023, 1377]
jatre-col-2: ಶೌಚಾಲಯ ಎಲ್ಲವನ್ನು ಸುವ್ಯವಸ್ಥಿತವಾಗಿ ಕಲ್ಪಿಸಲಾಗುವುದು. ಪಾಲಿಕೆ ವತಿಯಿಂದ 24 ಗಂಟೆ ಕಾರ್ಯನಿರ್ವಹಿಸುವ ಕಂಟ್ರೋಲ್ ರೂಮ್ ಕಾರ್ಯ ನಿರ್ವಹಿಸಲಿದೆ ಎಂದರು. ಡಿವೈಎಸ್ಪಿ ಮಾತನಾಡಿ, ಜಾತ್ರೆ ಸಂದರ್ಭದಲ್ಲಿ ರಕ್ಷಣಾ ಕಾರ್ಯಕ್ಕೆ ಪೊಲೀಸ್ ಸಿಬ್ಬಂದಿ ನಿಯೋಜಿಸಲಾಗುವುದು. ವಾಹನಗಳ ಪಾರ್ಕಿಂಗ್‌ಗೆ ಪ್ರತ್ಯೇಕ ಸ್ಥಳ ಗುರುತಿಸಲಾಗಿದೆ. [536, 984, 756, 1040]
kuvempu-dateline: ಶಿವಮೊಗ್ಗ [824, 1236, 851, 1246]
photo-person [629, 1355, 663, 1415]
photo-person [917, 689, 951, 753]
photo-table [565, 345, 1050, 392]
lead-dateline: ಶಿವಮೊಗ್ಗ [300, 240, 327, 250]
karate-headline: 4 ಚಿನ್ನ ಹಾಗೂ ಬೆಳ್ಳಿ ಪದಕ ಗಳಿಸಿದ ಶಿವಮೊಗ್ಗ ಜಿಲ್ಲಾ ಕರಾಟೆ ಪಟುಗಳು [1004, 580, 1286, 623]
brief-4-body: ಶಿವಮೊಗ್ಗ: ಜಿಲ್ಲೆಯ ಸಣ್ಣ ಉದ್ಯಮದಾರರು ಮತ್ತು ಉತ್ಪಾದಕರು ಬ್ರ್ಯಾಂಡ್ ಕರ್ನಾಟಕ ಯೋಜನೆಯಡಿ ಮರು ಪಾವತಿಗೆ ಅರ್ಜಿ ಸಲ್ಲಿಸಲು ಅವಕಾಶ ಕಲ್ಪಿಸಲಾಗಿದೆ. ಯೋಜನೆಯಡಿ ಅರ್ಹ ಫಲಾನುಭವಿಗಳು ಬ್ರ್ಯಾಂಡಿಂಗ್ ಹಾಗೂ ಪ್ರಮಾಣೀಕರಣಕ್ಕೆ ಮಾಡಿದ ವೆಚ್ಚದ ಮರು ಪಾವತಿ ಪಡೆಯಬಹುದು. ಆಸಕ್ತರು ಅಗತ್ಯ ದಾಖಲೆಗಳೊಂದಿಗೆ ಜಿಲ್ಲಾ ಕೈಗಾರಿಕಾ ಕೇಂದ್ರಕ್ಕೆ ಅರ್ಜಿ ಸಲ್ಲಿಸಬೇಕು. ಹೆಚ್ಚಿನ ಮಾಹಿತಿಗಾಗಿ ಜಿಲ್ಲಾ ಕೈಗಾರಿಕಾ ಕೇಂದ್ರದ ಕಚೇರಿಯನ್ನು ಸಂಪರ್ಕಿಸುವಂತೆ ಜಂಟಿ ನಿರ್ದೇಶಕರು ಪ್ರಕಟಣೆಯಲ್ಲಿ ತಿಳಿಸಿದ್ದಾರೆ. [34, 1376, 274, 1443]
photo-decoration [469, 1237, 808, 1273]
photo-person [915, 283, 949, 347]
jatre-col-rule [528, 628, 529, 1138]
brief-1-title: ದಂಪತಿ ಆತ್ಮಹತ್ಯೆ: ಅನಾಥರಾದ ಇಬ್ಬರು ಹೆಣ್ಣು ಮಕ್ಕಳು [48, 170, 260, 209]
issue-date: 21 ಫೆಬ್ರವರಿ 2026 [1102, 66, 1194, 81]
tapam-col-1: ಚಂದ್ರಗುತ್ತಿ: ಸರ್ಕಾರಿ ಶಾಲೆಗಳಲ್ಲಿ ಆಯೋಜಿಸುವ ಚಟುವಟಿಕೆಗಳು ಮಕ್ಕಳ ಶೈಕ್ಷಣಿಕ ಪ್ರಗತಿಗೆ ಪೂರಕವಾಗಿವೆ ಎಂದು ತಾಪಂ ಮಾಜಿ ಸದಸ್ಯ ಸುನೀಲ್ ಗೌಡ ಹೇಳಿದರು. ಸಮೀಪದ ಸರ್ಕಾರಿ ಹಿರಿಯ ಪ್ರಾಥಮಿಕ ಶಾಲೆಯಲ್ಲಿ ಆಯೋಜಿಸಿದ್ದ ಶಾಲಾ ವಾರ್ಷಿಕೋತ್ಸವ ಕಾರ್ಯಕ್ರಮವನ್ನು ಉದ್ಘಾಟಿಸಿ ಅವರು ಮಾತನಾಡಿದರು. ಗ್ರಾಮೀಣ ಭಾಗದ ವಿದ್ಯಾರ್ಥಿಗಳು ಕಲಿಕೆಯ ಜೊತೆಗೆ ಕ್ರೀಡೆ ಹಾಗೂ ಸಾಂಸ್ಕೃತಿಕ ಚಟುವಟಿಕೆಗಳಲ್ಲಿ ಭಾಗವಹಿಸಬೇಕು. ಶಿಕ್ಷಕರು ಮಕ್ಕಳ ಪ್ರತಿಭೆ ಗುರುತಿಸಿ ಪ್ರೋತ್ಸಾಹಿಸಬೇಕು. ಪೋಷಕರು ಮಕ್ಕಳ ಶಿಕ್ಷಣಕ್ಕೆ ಹೆಚ್ಚಿನ ಆದ್ಯತೆ ನೀಡಬೇಕು ಎಂದು ಸಲಹೆ ನೀಡಿದರು. [296, 1236, 460, 1349]
lead-col-4: ಹದಗೆಟ್ಟಿದೆ. ಈ ಬಗ್ಗೆ ಬೆಂಗಳೂರಿನಲ್ಲಿ ಒಂದು ಸಮಾವೇಶವನ್ನು ಆಯೋಜಿಸಲು ತೀರ್ಮಾನಿಸಲಾಗಿದೆ. ಅದರ ಮೂಲಕ ವಿವಿಧ ಹಂತಗಳಲ್ಲಿ ಹೋರಾಟ ರೂಪಿಸಲಾಗುತ್ತದೆ ಎಂದರು. ಬೆಳಗಾವಿ ಘಟನೆ ಬಗ್ಗೆ ಪ್ರತಿಕ್ರಿಯಿಸಿದ ಅವರು, ಸರ್ಕಾರ ನಿಷ್ಪಕ್ಷಪಾತ ತನಿಖೆ ನಡೆಸಬೇಕು. ರಾಜ್ಯದಲ್ಲಿ ಆಡಳಿತ ಯಂತ್ರ ಕುಸಿದಿದೆ. ಸುದ್ದಿಗೋಷ್ಠಿಯಲ್ಲಿ ಪಕ್ಷದ ಜಿಲ್ಲಾಧ್ಯಕ್ಷ, ಪ್ರಧಾನ ಕಾರ್ಯದರ್ಶಿಗಳು ಹಾಗೂ ಪ್ರಮುಖರು ಉಪಸ್ಥಿತರಿದ್ದರು. [1068, 324, 1303, 380]
brief-divider-1 [34, 584, 274, 585]
photo-person [1113, 1277, 1147, 1377]
brief-2-dateline: ಶಿವಮೊಗ್ಗ [34, 662, 61, 672]
brief-4-dateline: ಶಿವಮೊಗ್ಗ [34, 1376, 61, 1386]
tapam-photo [468, 1236, 808, 1416]
bottom-kicker: ತಹಶೀಲ್ದಾರ್‌ರ ಆದೇಶ ರದ್ದು ಮಾಡಿ; ಇಲ್ಲವಾದಲ್ಲಿ ಅಹೋರಾತ್ರಿ ಧರಣಿ ಹೋರಾಟದ ಎಚ್ಚರಿಕೆ [38, 1622, 593, 1643]
brahmana-body: ಶಿವಮೊಗ್ಗ: ನಗರದ ಕೋಟೆ ಮಾರಿಕಾಂಬ ದೇವಿ ಜಾತ್ರೆ ಫೆ.24ರಂದ 28ರವರೆಗೆ ನಡೆಯಲಿದ್ದು, ಜಾತ್ರೆ ಪ್ರಥಮ ಪೂಜಾ ಕೈಂಕರ್ಯ ವಿಶ್ವ ಬ್ರಾಹ್ಮಣ ಸಮುದಾಯದಿಂದ ನೆರವೇರಲಿದೆ. ಪಟ್ಟಣದ ಪತ್ರಿಕಾಭವನದಲ್ಲಿ ಮಾತನಾಡಿದ ಅವರು, ವಿಶ್ವ ಬ್ರಾಹ್ಮಣ ಸಮುದಾಯದ ವತಿಯಿಂದ ಪ್ರಥಮ ಪೂಜೆ ನೆರವೇರಿಸಲು ನಿರ್ಧರಿಸಲಾಗಿದೆ. ಪೂಜಾ ಕೈಂಕರ್ಯದಲ್ಲಿ ಸಮುದಾಯದ ಎಲ್ಲಾ ಸದಸ್ಯರು ಭಾಗವಹಿಸಬೇಕು. ಫೆ.24ರಂದು ಬೆಳಿಗ್ಗೆ ವಿಶೇಷ ಪೂಜೆ, ಹೋಮ ಹವನ ನಡೆಯಲಿದೆ ಎಂದರು. ಜಾತ್ರಾ ಮಹೋತ್ಸವದ ಎಲ್ಲಾ ದಿನಗಳಲ್ಲೂ ಭಕ್ತರಿಗೆ ಅನ್ನಸಂತರ್ಪಣೆ ಏರ್ಪಡಿಸಲಾಗಿದೆ. ಪತ್ರಿಕಾಗೋಷ್ಠಿಯಲ್ಲಿ ಸಮುದಾಯದ ಮುಖಂಡರು ಹಾಗೂ ಪದಾಧಿಕಾರಿಗಳು ಉಪಸ್ಥಿತರಿದ್ದರು. ದೇವಿಯ ಆಶೀರ್ವಾದ ಪಡೆಯಲು ಎಲ್ಲರೂ ಆಗಮಿಸಬೇಕು ಎಂದು ಮನವಿ ಮಾಡಿದರು. [545, 795, 977, 851]
kuvempu-col-1: ಶಿವಮೊಗ್ಗ: ರಸಪ್ರಶ್ನೆ ಸ್ಪರ್ಧೆಗಳು ವಿದ್ಯಾರ್ಥಿಗಳ ಬೌದ್ಧಿಕ ಮಟ್ಟವನ್ನು ಹೆಚ್ಚಿಸುತ್ತವೆ ಎಂದು ಕುವೆಂಪು ವಿವಿ ಕುಲಸಚಿವ (ಮೌಲ್ಯಮಾಪನ) ಪ್ರೊ. ತಿಮ್ಮರಾಯಪ್ಪ ಹೇಳಿದರು. ನಗರದ ಕಾಲೇಜಿನಲ್ಲಿ ಆಯೋಜಿಸಿದ್ದ ಅಂತರ ಕಾಲೇಜು ರಸಪ್ರಶ್ನೆ ಸ್ಪರ್ಧೆಯನ್ನು ಉದ್ಘಾಟಿಸಿ ಅವರು ಮಾತನಾಡಿದರು. ಪ್ರಸ್ತುತ ಸ್ಪರ್ಧಾತ್ಮಕ ಯುಗದಲ್ಲಿ ವಿದ್ಯಾರ್ಥಿಗಳು ಸಾಮಾನ್ಯ ಜ್ಞಾನ ಹೆಚ್ಚಿಸಿಕೊಳ್ಳಬೇಕು. ಪಠ್ಯದ ಜೊತೆಗೆ ಓದುವ ಹವ್ಯಾಸ ಬೆಳೆಸಿಕೊಳ್ಳಬೇಕು. ಇಂತಹ ಸ್ಪರ್ಧೆಗಳು ಆತ್ಮವಿಶ್ವಾಸ ಹೆಚ್ಚಿಸುತ್ತವೆ ಎಂದರು. ಪ್ರಾಂಶುಪಾಲರು, ಉಪನ್ಯಾಸಕರು ಹಾಗೂ ವಿದ್ಯಾರ್ಥಿಗಳು ಉಪಸ್ಥಿತರಿದ್ದರು. [824, 1236, 964, 1371]
